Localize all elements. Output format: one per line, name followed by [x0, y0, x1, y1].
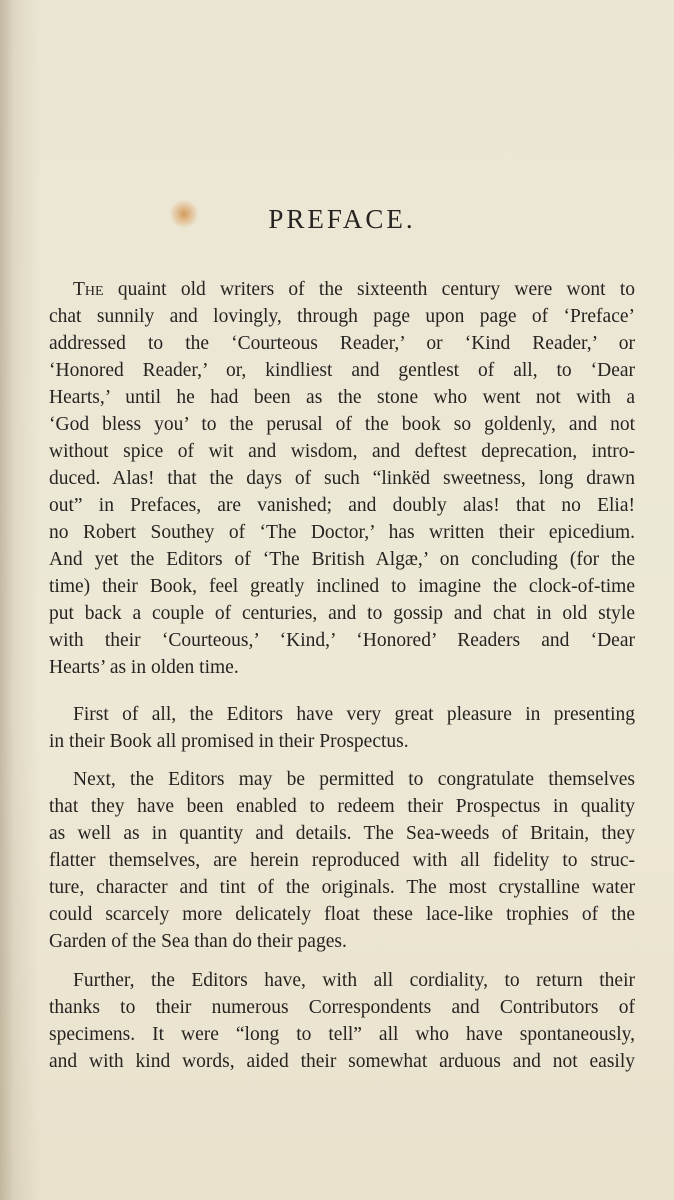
text-line: ‘Honored Reader,’ or, kindliest and gentlest of all, to ‘Dear	[49, 360, 635, 381]
text-line: and with kind words, aided their somewhat arduous and not easily	[49, 1051, 635, 1072]
text-line: thanks to their numerous Correspondents and Contributors of	[49, 997, 635, 1018]
paragraph-1	[49, 276, 635, 681]
text-line: ture, character and tint of the originals. The most crystalline water	[49, 877, 635, 898]
text-line: Hearts’ as in olden time.	[49, 657, 239, 678]
page-title: PREFACE.	[268, 204, 416, 234]
text-line: in their Book all promised in their Prospectus.	[49, 731, 409, 752]
paragraph-2	[49, 701, 635, 755]
text-line: duced. Alas! that the days of such “linkëd sweetness, long drawn	[49, 468, 635, 489]
text-line: Further, the Editors have, with all cordiality, to return their	[73, 970, 635, 991]
text-line: with their ‘Courteous,’ ‘Kind,’ ‘Honored’ Readers and ‘Dear	[49, 630, 635, 651]
text-line: Garden of the Sea than do their pages.	[49, 931, 347, 952]
text-line: chat sunnily and lovingly, through page upon page of ‘Preface’	[49, 306, 635, 327]
text-line: First of all, the Editors have very great pleasure in presenting	[73, 704, 635, 725]
text-line: Hearts,’ until he had been as the stone who went not with a	[49, 387, 635, 408]
paragraph-3	[49, 766, 635, 955]
text-line: addressed to the ‘Courteous Reader,’ or ‘Kind Reader,’ or	[49, 333, 635, 354]
text-line: flatter themselves, are herein reproduced with all fidelity to struc-	[49, 850, 635, 871]
text-line: could scarcely more delicately float these lace-like trophies of the	[49, 904, 635, 925]
text-line: as well as in quantity and details. The Sea-weeds of Britain, they	[49, 823, 635, 844]
drop-word: The	[73, 279, 104, 300]
text-line: that they have been enabled to redeem their Prospectus in quality	[49, 796, 635, 817]
text-line: time) their Book, feel greatly inclined to imagine the clock-of-time	[49, 576, 635, 597]
text-line: out” in Prefaces, are vanished; and doubly alas! that no Elia!	[49, 495, 635, 516]
text-line: ‘God bless you’ to the perusal of the book so goldenly, and not	[49, 414, 635, 435]
text-line: And yet the Editors of ‘The British Algæ,’ on concluding (for the	[49, 549, 635, 570]
text-line: The quaint old writers of the sixteenth century were wont to	[73, 279, 635, 300]
paragraph-4	[49, 967, 635, 1075]
text-line: Next, the Editors may be permitted to congratulate themselves	[73, 769, 635, 790]
text-line: no Robert Southey of ‘The Doctor,’ has written their epicedium.	[49, 522, 635, 543]
text-line: specimens. It were “long to tell” all who have spontaneously,	[49, 1024, 635, 1045]
text-line: without spice of wit and wisdom, and deftest deprecation, intro-	[49, 441, 635, 462]
text-line: put back a couple of centuries, and to gossip and chat in old style	[49, 603, 635, 624]
